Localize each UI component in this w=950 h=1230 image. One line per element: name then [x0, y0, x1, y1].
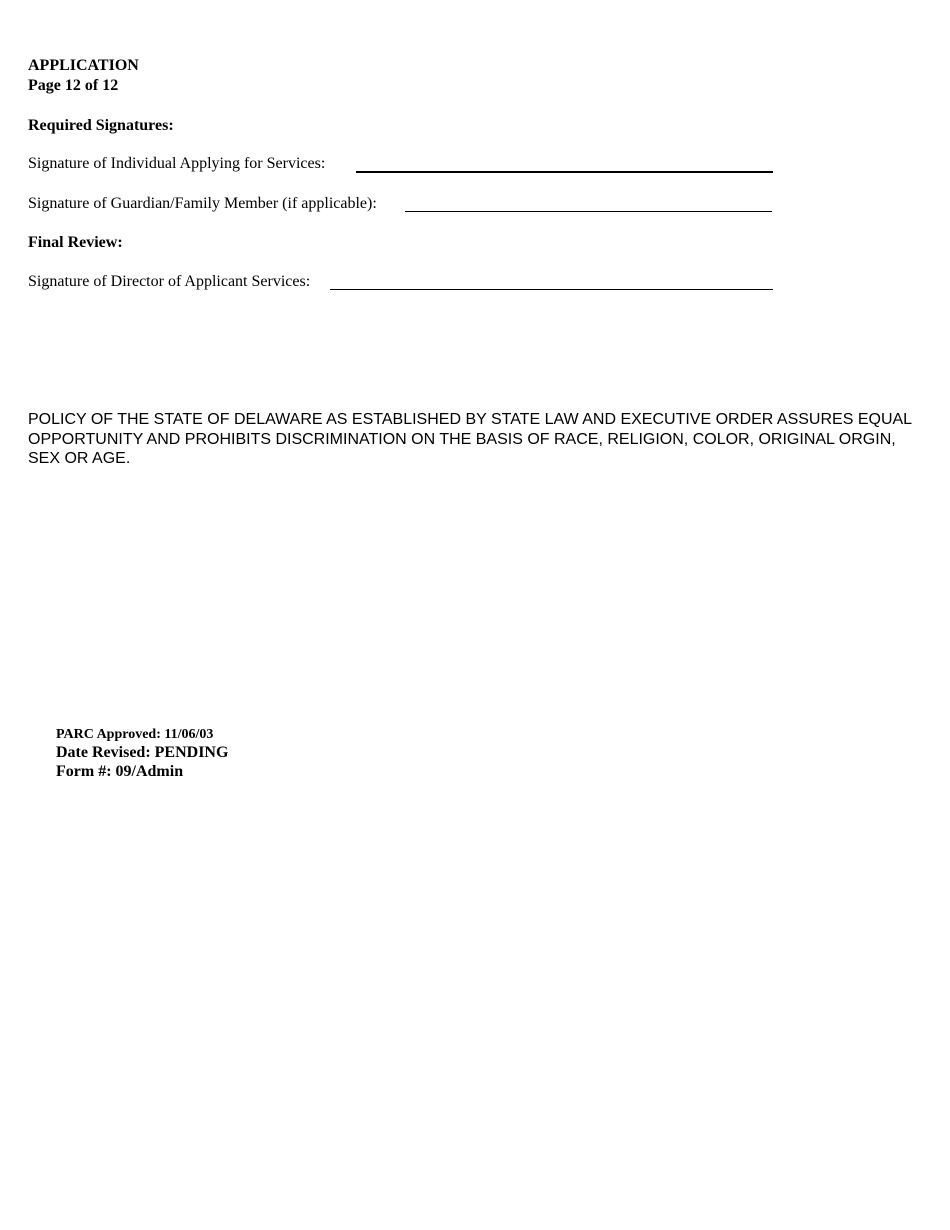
date-revised: Date Revised: PENDING: [56, 744, 229, 761]
required-signatures-heading: Required Signatures:: [28, 117, 174, 134]
final-review-heading: Final Review:: [28, 234, 123, 251]
individual-signature-label: Signature of Individual Applying for Services:: [28, 155, 326, 172]
individual-signature-row: [28, 154, 325, 174]
guardian-signature-label: Signature of Guardian/Family Member (if applicable):: [28, 195, 377, 212]
individual-signature-line[interactable]: [356, 171, 773, 173]
director-signature-label: Signature of Director of Applicant Services:: [28, 273, 311, 290]
equal-opportunity-policy: POLICY OF THE STATE OF DELAWARE AS ESTABLISHED BY STATE LAW AND EXECUTIVE ORDER ASSURES EQUAL OPPORTUNITY AND PROHIBITS DISCRIMINATION ON THE BASIS OF RACE, RELIGION, COLOR, ORIGINAL ORGIN, SEX OR AGE.: [28, 411, 912, 467]
guardian-signature-line[interactable]: [405, 211, 772, 212]
guardian-signature-row: [28, 194, 377, 214]
parc-approved: PARC Approved: 11/06/03: [56, 727, 214, 742]
page-indicator: Page 12 of 12: [28, 77, 119, 94]
director-signature-row: [28, 272, 310, 292]
director-signature-line[interactable]: [330, 289, 773, 290]
document-title: APPLICATION: [28, 57, 139, 74]
form-number: Form #: 09/Admin: [56, 763, 184, 780]
